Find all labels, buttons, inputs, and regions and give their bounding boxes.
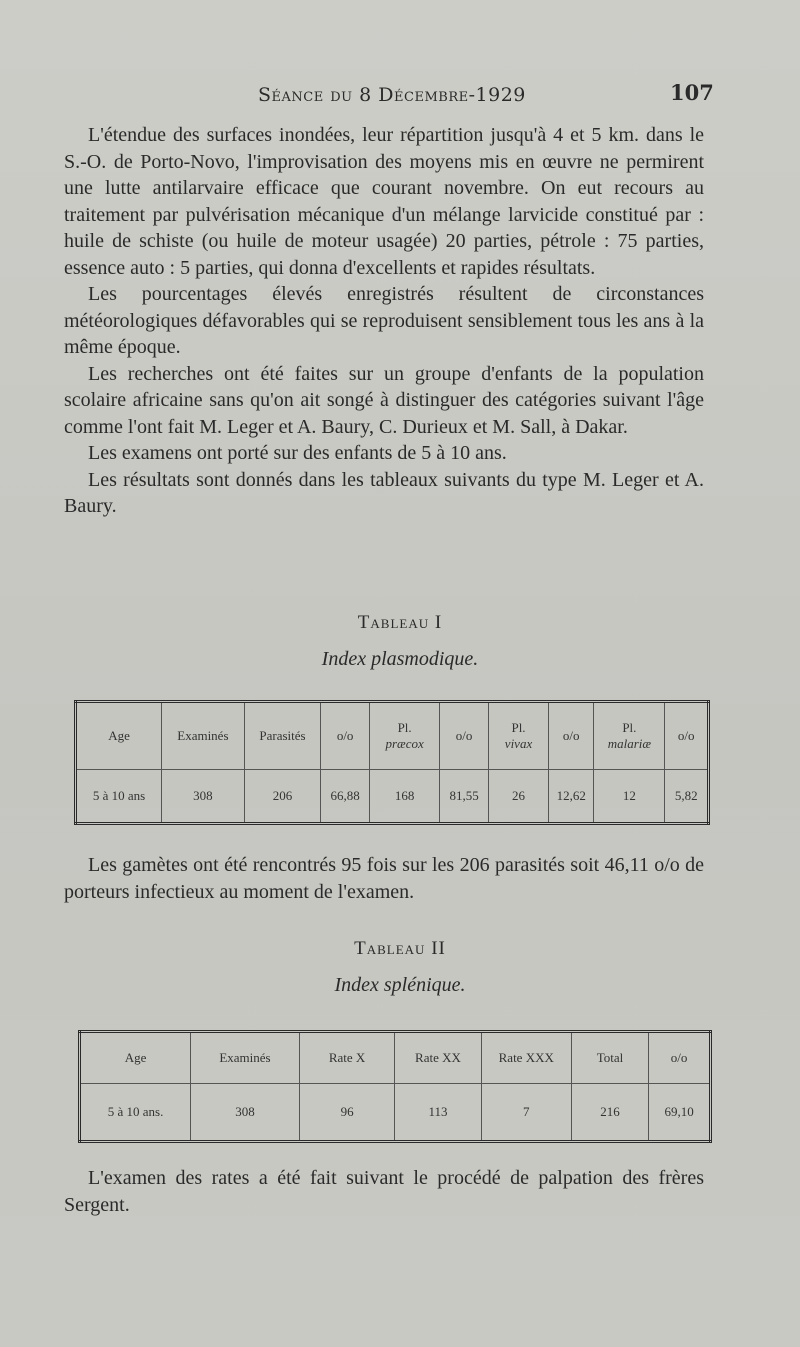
header-total: Total: [571, 1032, 648, 1084]
table1-header-row: [76, 702, 709, 770]
cell-examines: 308: [162, 770, 245, 824]
header-pct-4: o/o: [665, 702, 709, 770]
header-pct-3: o/o: [549, 702, 594, 770]
header-examines: Examinés: [191, 1032, 300, 1084]
cell-age: 5 à 10 ans.: [107, 1104, 164, 1119]
cell-malariae: 12: [594, 770, 665, 824]
paragraph-exams: Les examens ont porté sur des enfants de 5 à 10 ans.: [88, 442, 507, 464]
cell-pct-1: 66,88: [321, 770, 370, 824]
cell-total: 216: [571, 1084, 648, 1142]
header-malariae-name: malariæ: [607, 736, 652, 751]
header-pct-1: o/o: [321, 702, 370, 770]
cell-pct: 69,10: [649, 1084, 711, 1142]
header-pct-2: o/o: [440, 702, 489, 770]
header-praecox-pl: Pl.: [397, 720, 412, 735]
table-splenic-index: [78, 1030, 712, 1143]
cell-rate-x: 96: [299, 1084, 395, 1142]
table1-subtitle: Index plasmodique.: [321, 648, 479, 670]
header-rate-xxx: Rate XXX: [481, 1032, 571, 1084]
paragraph-closing: L'examen des rates a été fait suivant le procédé de palpation des frères Sergent.: [64, 1167, 704, 1216]
body-text-closing: [64, 1165, 704, 1218]
header-age: Age: [80, 1032, 191, 1084]
paragraph-percentages: Les pourcentages élevés enregistrés résultent de circonstances météorologiques défavorables qui se reproduisent sensiblement tous les ans à la même époque.: [64, 283, 704, 358]
body-text-gametes: [64, 852, 704, 905]
table2-subtitle: Index splénique.: [334, 974, 466, 996]
cell-rate-xx: 113: [395, 1084, 481, 1142]
header-vivax: [488, 702, 548, 770]
table2-row: [80, 1084, 711, 1142]
running-head: [258, 84, 526, 106]
header-parasites: Parasités: [244, 702, 321, 770]
running-head-year: -1929: [468, 84, 526, 106]
paragraph-results: Les résultats sont donnés dans les tableaux suivants du type M. Leger et A. Baury.: [64, 468, 704, 517]
cell-pct-3: 12,62: [549, 770, 594, 824]
cell-examines: 308: [191, 1084, 300, 1142]
cell-age: 5 à 10 ans: [92, 788, 146, 803]
cell-praecox: 168: [369, 770, 439, 824]
running-head-month: Décembre: [378, 84, 469, 106]
paragraph-flood: L'étendue des surfaces inondées, leur répartition jusqu'à 4 et 5 km. dans le S.-O. de Porto-Novo, l'improvisation des moyens mis en œuvre ne permirent une lutte antilarvaire efficace que courant novembre. On eut recours au traitement par pulvérisation mécanique d'un mélange larvicide constitué par : huile de schiste (ou huile de moteur usagée) 20 parties, pétrole : 75 parties, essence auto : 5 parties, qui donna d'excellents et rapides résultats.: [64, 124, 704, 279]
table1-row: [76, 770, 709, 824]
cell-vivax: 26: [488, 770, 548, 824]
header-praecox-name: præcox: [385, 736, 424, 751]
table2-title: Tableau II: [354, 938, 446, 959]
header-malariae: [594, 702, 665, 770]
table2-header-row: [80, 1032, 711, 1084]
header-vivax-pl: Pl.: [511, 720, 526, 735]
header-vivax-name: vivax: [504, 736, 533, 751]
header-praecox: [369, 702, 439, 770]
paragraph-research: Les recherches ont été faites sur un groupe d'enfants de la population scolaire africaine sans qu'on ait songé à distinguer des catégories suivant l'âge comme l'ont fait M. Leger et A. Baury, C. Durieux et M. Sall, à Dakar.: [64, 362, 704, 438]
header-pct: o/o: [649, 1032, 711, 1084]
table1-title: Tableau I: [357, 612, 443, 633]
body-text: [64, 122, 704, 520]
header-age: Age: [76, 702, 162, 770]
header-examines: Examinés: [162, 702, 245, 770]
header-rate-xx: Rate XX: [395, 1032, 481, 1084]
running-head-prefix: Séance du 8: [258, 84, 379, 106]
cell-parasites: 206: [244, 770, 321, 824]
cell-rate-xxx: 7: [481, 1084, 571, 1142]
table-plasmodic-index: [74, 700, 710, 825]
cell-pct-2: 81,55: [440, 770, 489, 824]
page-number: 107: [670, 80, 714, 105]
header-malariae-pl: Pl.: [622, 720, 637, 735]
cell-pct-4: 5,82: [665, 770, 709, 824]
paragraph-gametes: Les gamètes ont été rencontrés 95 fois sur les 206 parasités soit 46,11 o/o de porteurs infectieux au moment de l'examen.: [64, 854, 704, 903]
header-rate-x: Rate X: [299, 1032, 395, 1084]
